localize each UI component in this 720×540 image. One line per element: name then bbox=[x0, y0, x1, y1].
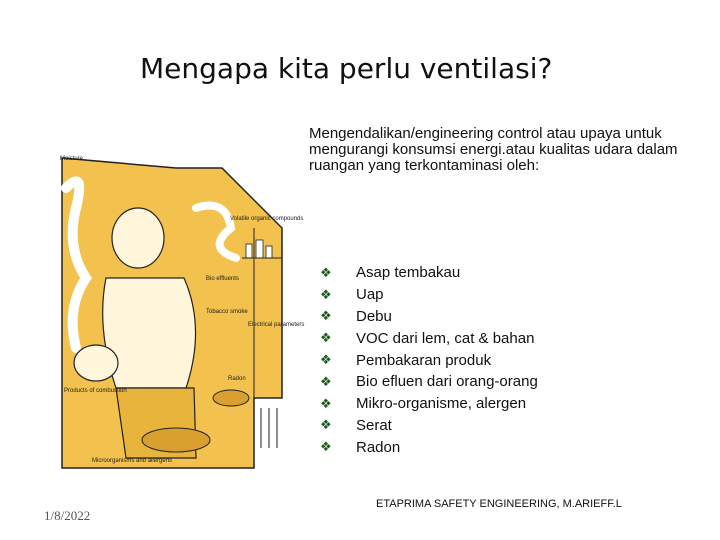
contaminant-list bbox=[320, 262, 538, 458]
list-item: ❖ Bio efluen dari orang-orang bbox=[320, 373, 538, 391]
diamond-bullet-icon: ❖ bbox=[320, 264, 332, 280]
diamond-bullet-icon: ❖ bbox=[320, 373, 332, 389]
slide-date: 1/8/2022 bbox=[44, 508, 91, 523]
label-voc: Volatile organic compounds bbox=[230, 216, 304, 222]
diamond-bullet-icon: ❖ bbox=[320, 330, 332, 346]
label-tobacco: Tobacco smoke bbox=[206, 309, 248, 315]
label-electrical: Electrical parameters bbox=[248, 322, 305, 328]
diamond-bullet-icon: ❖ bbox=[320, 395, 332, 411]
diamond-bullet-icon: ❖ bbox=[320, 308, 332, 324]
list-item: ❖ Mikro-organisme, alergen bbox=[320, 395, 527, 413]
ventilation-illustration bbox=[56, 148, 305, 478]
intro-text: Mengendalikan/engineering control atau upaya untuk mengurangi konsumsi energi.atau kualitas udara dalam ruangan yang terkontaminasi oleh: bbox=[309, 125, 678, 174]
label-moisture: Moisture bbox=[60, 156, 84, 162]
list-item: ❖ Uap bbox=[320, 286, 384, 304]
list-item: ❖ Pembakaran produk bbox=[320, 351, 492, 369]
diamond-bullet-icon: ❖ bbox=[320, 439, 332, 455]
diamond-bullet-icon: ❖ bbox=[320, 286, 332, 302]
slide-footer: ETAPRIMA SAFETY ENGINEERING, M.ARIEFF.L bbox=[376, 498, 622, 510]
label-micro: Microorganisms and allergens bbox=[92, 458, 173, 464]
diamond-bullet-icon: ❖ bbox=[320, 352, 332, 368]
list-item: ❖ Debu bbox=[320, 307, 392, 325]
slide-title: Mengapa kita perlu ventilasi? bbox=[140, 52, 553, 85]
diamond-bullet-icon: ❖ bbox=[320, 417, 332, 433]
label-bio-effluents: Bio effluents bbox=[206, 276, 239, 282]
list-item: ❖ Radon bbox=[320, 438, 401, 456]
list-item: ❖ Asap tembakau bbox=[320, 264, 461, 282]
list-item: ❖ VOC dari lem, cat & bahan bbox=[320, 329, 535, 347]
list-item: ❖ Serat bbox=[320, 416, 392, 434]
label-radon: Radon bbox=[228, 376, 246, 382]
label-combustion: Products of combustion bbox=[64, 388, 127, 394]
